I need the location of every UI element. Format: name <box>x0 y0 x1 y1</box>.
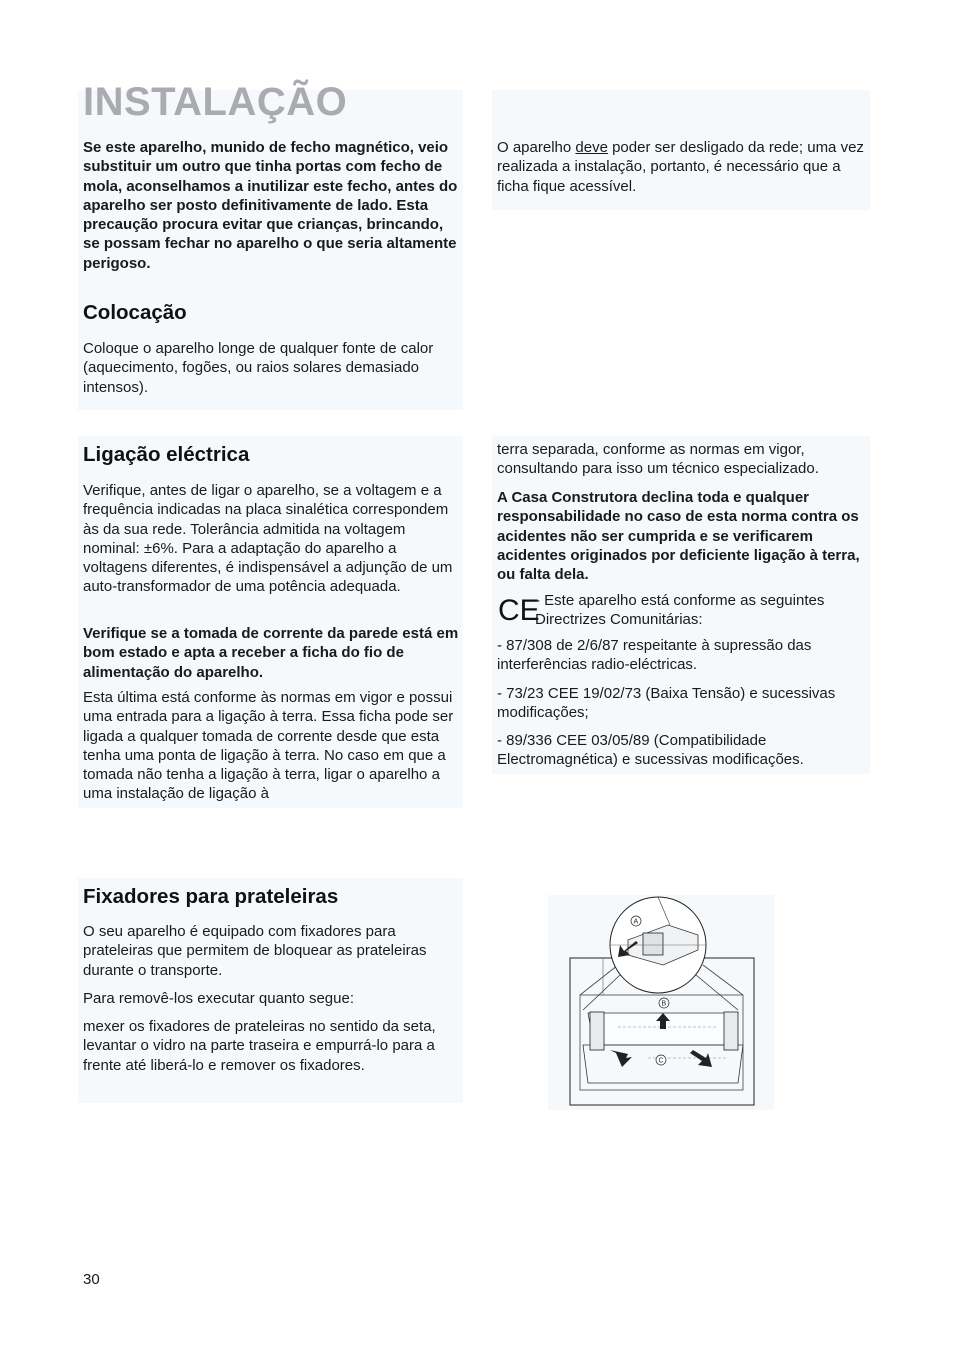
ce-conformity <box>497 591 867 630</box>
disconnect-note <box>497 138 867 196</box>
colocacao-text: Coloque o aparelho longe de qualquer fonte de calor (aquecimento, fogões, ou raios solares demasiado intensos). <box>83 340 434 396</box>
ligacao-paragraph-2: Verifique se a tomada de corrente da parede está em bom estado e apta a receber a ficha do fio de alimentação do aparelho. <box>83 625 459 681</box>
directive-2: - 73/23 CEE 19/02/73 (Baixa Tensão) e sucessivas modificações; <box>497 685 836 722</box>
fixadores-heading: Fixadores para prateleiras <box>83 885 339 908</box>
ligacao-paragraph-4: terra separada, conforme as normas em vigor, consultando para isso um técnico especializado. <box>497 441 819 478</box>
ce-mark-symbol: CE <box>498 594 540 627</box>
ligacao-paragraph-3: Esta última está conforme às normas em vigor e possui uma entrada para a ligação à terra. Essa ficha pode ser ligada a qualquer tomada de corrente desde que esta tenha uma ponta de ligação à terra. No caso em que a tomada não tenha a ligação à terra, ligar o aparelho a uma instalação de ligação à <box>83 689 454 803</box>
label-a: A <box>633 918 639 926</box>
left-fixer <box>590 1012 604 1050</box>
arrow-c-right-icon <box>690 1050 712 1067</box>
ligacao-paragraph-1: Verifique, antes de ligar o aparelho, se a voltagem e a frequência indicadas na placa sinalética correspondem às da sua rede. Tolerância admitida na voltagem nominal: ±6%. Para a adaptação do aparelho a voltagens diferentes, é indispensável a adjunção de um auto-transformador de uma potência adequada. <box>83 482 453 596</box>
page-number: 30 <box>83 1271 100 1288</box>
page-title: INSTALAÇÃO <box>83 80 348 124</box>
ce-mark-icon <box>497 591 540 627</box>
intro-warning: Se este aparelho, munido de fecho magnético, veio substituir um outro que tinha portas com fecho de mola, aconselhamos a inutilizar este fecho, antes do aparelho ser posto definitivamente de lado. Esta precaução procura evitar que crianças, brincando, se possam fechar no aparelho o que seria altamente perigoso. <box>83 139 458 272</box>
directive-1: - 87/308 de 2/6/87 respeitante à supressão das interferências radio-eléctricas. <box>497 637 812 674</box>
colocacao-heading: Colocação <box>83 301 187 324</box>
ligacao-heading: Ligação eléctrica <box>83 443 250 466</box>
shelf-fixer-figure <box>548 895 774 1110</box>
fixadores-paragraph-3: mexer os fixadores de prateleiras no sentido da seta, levantar o vidro na parte traseira e empurrá-lo para a frente até liberá-lo e remover os fixadores. <box>83 1018 436 1074</box>
ce-text: - Este aparelho está conforme as seguintes Directrizes Comunitárias: <box>535 592 825 629</box>
right-fixer <box>724 1012 738 1050</box>
label-b: B <box>661 1000 667 1008</box>
disconnect-note-before: O aparelho <box>497 139 576 156</box>
disconnect-note-after: poder ser desligado da rede; uma vez realizada a instalação, portanto, é necessário que a ficha fique acessível. <box>497 139 864 195</box>
shelf-fixer-illustration <box>548 895 774 1110</box>
directive-3: - 89/336 CEE 03/05/89 (Compatibilidade Electromagnética) e sucessivas modificações. <box>497 732 804 769</box>
disconnect-note-emphasis: deve <box>575 139 608 156</box>
arrow-c-left-icon <box>610 1050 632 1067</box>
ligacao-paragraph-5: A Casa Construtora declina toda e qualquer responsabilidade no caso de esta norma contra os acidentes não ser cumprida e se verificarem acidentes originados por deficiente ligação à terra, ou falta dela. <box>497 489 860 584</box>
label-c: C <box>658 1057 664 1065</box>
fixadores-paragraph-1: O seu aparelho é equipado com fixadores para prateleiras que permitem de bloquear as prateleiras durante o transporte. <box>83 923 427 979</box>
fixadores-paragraph-2: Para removê-los executar quanto segue: <box>83 990 354 1007</box>
